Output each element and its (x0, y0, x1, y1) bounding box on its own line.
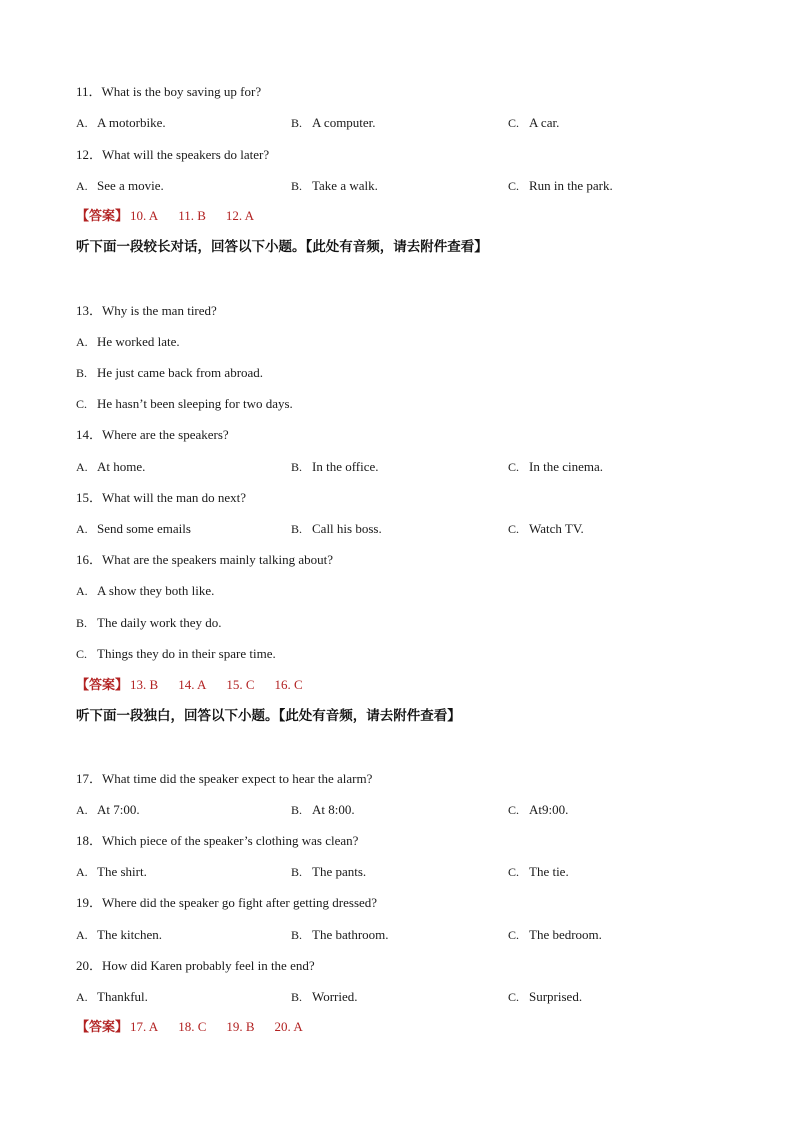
option-letter: C. (508, 179, 520, 193)
option-letter: A. (76, 803, 88, 817)
option-a (76, 333, 180, 351)
option-letter: A. (76, 460, 88, 474)
answer-line (76, 1018, 323, 1037)
option-text: Run in the park. (529, 178, 613, 193)
option-text: The kitchen. (97, 927, 162, 942)
option-a (76, 988, 148, 1006)
option-letter: C. (508, 803, 520, 817)
answer-item: 15. C (226, 677, 255, 692)
answer-item: 12. A (225, 208, 255, 223)
option-letter: C. (76, 397, 88, 411)
option-text: See a movie. (97, 178, 164, 193)
option-b (291, 863, 366, 881)
option-a (76, 114, 166, 132)
option-letter: B. (291, 990, 303, 1004)
answer-item: 16. C (274, 677, 303, 692)
option-c (508, 177, 613, 195)
option-b (291, 988, 358, 1006)
option-letter: B. (291, 803, 303, 817)
option-text: At home. (97, 459, 146, 474)
option-text: In the office. (312, 459, 379, 474)
option-text: A computer. (312, 115, 376, 130)
option-letter: C. (508, 460, 520, 474)
answer-item: 19. B (226, 1019, 255, 1034)
option-b (291, 801, 355, 819)
option-text: At 7:00. (97, 802, 140, 817)
option-text: In the cinema. (529, 459, 603, 474)
option-text: A show they both like. (97, 583, 215, 598)
question-stem: 20．How did Karen probably feel in the end? (76, 958, 315, 973)
question-stem: 18．Which piece of the speaker’s clothing was clean? (76, 833, 359, 848)
option-text: The shirt. (97, 864, 147, 879)
option-text: Watch TV. (529, 521, 584, 536)
option-a (76, 801, 140, 819)
answer-item: 14. A (178, 677, 207, 692)
option-letter: A. (76, 522, 88, 536)
answer-tag: 【答案】 (76, 1020, 129, 1035)
option-c (508, 114, 559, 132)
option-a (76, 520, 191, 538)
section-instruction: 听下面一段独白，回答以下小题。【此处有音频，请去附件查看】 (76, 708, 461, 724)
option-c (508, 988, 582, 1006)
option-letter: B. (291, 928, 303, 942)
question-stem: 17．What time did the speaker expect to hear the alarm? (76, 771, 373, 786)
option-text: Send some emails (97, 521, 191, 536)
question-stem: 14．Where are the speakers? (76, 427, 229, 442)
option-letter: C. (508, 865, 520, 879)
question-stem: 11．What is the boy saving up for? (76, 84, 262, 99)
answer-item: 10. A (130, 208, 159, 223)
option-b (76, 614, 222, 632)
option-letter: B. (291, 460, 303, 474)
option-letter: B. (291, 116, 303, 130)
option-text: Things they do in their spare time. (97, 646, 276, 661)
answer-line (76, 207, 274, 226)
answer-line (76, 676, 323, 695)
option-text: Surprised. (529, 989, 583, 1004)
option-letter: A. (76, 584, 88, 598)
option-letter: A. (76, 928, 88, 942)
option-text: Thankful. (97, 989, 148, 1004)
answer-tag: 【答案】 (76, 678, 129, 693)
option-c (508, 520, 584, 538)
option-letter: A. (76, 335, 88, 349)
option-letter: C. (508, 928, 520, 942)
option-letter: C. (508, 990, 520, 1004)
option-a (76, 582, 214, 600)
option-letter: B. (76, 366, 88, 380)
option-letter: C. (508, 116, 520, 130)
answer-item: 20. A (274, 1019, 303, 1034)
option-letter: A. (76, 990, 88, 1004)
option-text: Worried. (312, 989, 358, 1004)
option-a (76, 177, 164, 195)
option-c (508, 801, 568, 819)
option-c (76, 645, 276, 663)
option-letter: B. (291, 179, 303, 193)
answer-item: 18. C (178, 1019, 207, 1034)
option-letter: B. (291, 522, 303, 536)
option-text: The bathroom. (312, 927, 389, 942)
option-text: At 8:00. (312, 802, 355, 817)
option-text: The tie. (529, 864, 569, 879)
question-stem: 12．What will the speakers do later? (76, 147, 270, 162)
option-letter: C. (508, 522, 520, 536)
option-letter: C. (76, 647, 88, 661)
option-text: Call his boss. (312, 521, 382, 536)
option-b (291, 114, 376, 132)
option-text: A car. (529, 115, 560, 130)
answer-item: 17. A (130, 1019, 159, 1034)
option-text: Take a walk. (312, 178, 378, 193)
option-a (76, 863, 147, 881)
answer-item: 13. B (130, 677, 159, 692)
option-text: He just came back from abroad. (97, 365, 264, 380)
option-a (76, 458, 145, 476)
option-b (76, 364, 263, 382)
option-letter: A. (76, 179, 88, 193)
answer-tag: 【答案】 (76, 209, 129, 224)
option-c (508, 863, 569, 881)
option-a (76, 926, 162, 944)
option-b (291, 458, 379, 476)
option-text: He worked late. (97, 334, 180, 349)
question-stem: 19．Where did the speaker go fight after getting dressed? (76, 895, 378, 910)
question-stem: 16．What are the speakers mainly talking about? (76, 552, 334, 567)
option-text: The pants. (312, 864, 367, 879)
option-b (291, 926, 389, 944)
option-letter: B. (76, 616, 88, 630)
option-text: The bedroom. (529, 927, 602, 942)
option-text: The daily work they do. (97, 615, 222, 630)
option-text: A motorbike. (97, 115, 166, 130)
question-stem: 15．What will the man do next? (76, 490, 247, 505)
option-b (291, 520, 382, 538)
section-instruction: 听下面一段较长对话，回答以下小题。【此处有音频，请去附件查看】 (76, 239, 488, 255)
option-c (508, 926, 602, 944)
option-letter: B. (291, 865, 303, 879)
question-stem: 13．Why is the man tired? (76, 303, 217, 318)
option-c (76, 395, 293, 413)
option-c (508, 458, 603, 476)
option-letter: A. (76, 865, 88, 879)
option-b (291, 177, 378, 195)
option-text: He hasn’t been sleeping for two days. (97, 396, 293, 411)
option-text: At9:00. (529, 802, 569, 817)
option-letter: A. (76, 116, 88, 130)
answer-item: 11. B (178, 208, 206, 223)
